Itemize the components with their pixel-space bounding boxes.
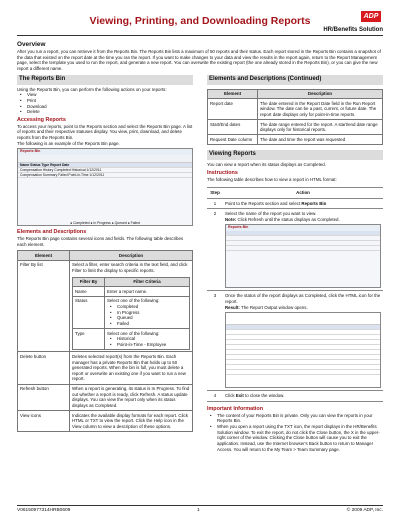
type-option: • Historical <box>107 336 187 342</box>
screenshot-legend: ● Completed ● In Progress ● Queued ● Failed <box>70 221 140 226</box>
status-option: • Failed <box>107 321 187 327</box>
type-option: • Point-in-Time - Employee <box>107 342 187 348</box>
page-number: 1 <box>197 508 200 513</box>
action-item: • Download <box>17 104 193 110</box>
row-desc: The date and time the report was requested <box>258 135 383 145</box>
elements-cont-table <box>207 89 383 145</box>
col-step: Step <box>210 189 220 195</box>
instructions-heading: Instructions <box>207 170 238 177</box>
viewing-text: You can view a report when its status displays as Completed. <box>207 161 326 167</box>
overview-heading: Overview <box>17 41 46 48</box>
important-item: • The content of your Reports Bin is private. Only you can view the reports in your Reports Bin. <box>207 413 383 424</box>
step-number: 1 <box>213 200 217 206</box>
step-text: Once the status of the report displays as Completed, click the HTML icon for the report. Result: The Report Output window opens. <box>223 291 383 390</box>
screenshot-row: Name Status Type Report Date <box>18 163 192 168</box>
sub-col-filter-by: Filter By <box>73 277 105 287</box>
step2-screenshot: Reports Bin <box>225 224 381 288</box>
step-number: 2 <box>213 211 217 217</box>
step-text: Click Exit to close the window. <box>225 393 285 399</box>
view-label: View icons <box>18 411 70 432</box>
col-element: Element <box>208 89 258 99</box>
status-option: • In Progress <box>107 310 187 316</box>
screenshot-row: Compensation History Completed Historical 1/12/2011 <box>18 168 192 173</box>
adp-logo: ADP <box>361 11 381 22</box>
page-subtitle: HR/Benefits Solution <box>323 27 383 33</box>
col-action: Action <box>296 189 310 195</box>
filter-type: Type <box>73 329 105 350</box>
row-label: Request Date column <box>208 135 258 145</box>
sub-col-criteria: Filter Criteria <box>105 277 190 287</box>
left-column <box>17 75 193 432</box>
accessing-heading: Accessing Reports <box>17 116 66 123</box>
action-item: • Print <box>17 98 193 104</box>
filter-desc <box>70 260 193 352</box>
elements-heading: Elements and Descriptions <box>17 229 87 236</box>
overview-text: After you run a report, you can retrieve it from the Reports Bin. The Reports Bin lists a maximum of 50 reports and their status. Each report stored in the Reports Bin contains a snapshot of the data that existed on the report date at the time you ran the report. If you want to make changes to your data and view the results in the report again, return to the Report Management page, select the template you used to run the report, and generate a new report. You can overwrite the existing report (the one already stored in the Reports Bin), or you can give the new report a different name. <box>17 49 381 71</box>
steps-table <box>207 187 383 402</box>
footer-copyright: © 2009 ADP, Inc. <box>346 508 383 513</box>
example-text: The following is an example of the Reports Bin page. <box>17 140 120 146</box>
action-item: • Delete <box>17 109 193 115</box>
important-heading: Important Information <box>207 405 263 412</box>
reports-bin-intro: Using the Reports Bin, you can perform the following actions on your reports: <box>17 86 167 92</box>
filter-status: Status <box>73 296 105 328</box>
row-label: Report date <box>208 99 258 120</box>
header-rule <box>17 35 383 36</box>
status-option: • Completed <box>107 304 187 310</box>
filter-status-desc <box>105 296 190 328</box>
filter-subtable <box>72 277 190 350</box>
view-desc: Indicates the available display formats for each report. Click HTML or TXT to view the report. Click the Help icon in the View column to view a description of these options. <box>70 411 193 432</box>
step-text: Select the name of the report you want to view. Note: Click Refresh until the status displays as Completed. Reports Bin <box>223 209 383 290</box>
footer-code: V06150977314HRB0609 <box>17 508 71 513</box>
filter-name-desc: Enter a report name. <box>105 287 190 297</box>
filter-type-desc <box>105 329 190 350</box>
row-desc: The date range entered for the report. A start/end date range displays only for historical reports. <box>258 120 383 135</box>
reports-bin-screenshot <box>17 148 193 226</box>
step-text: Point to the Reports section and select Reports Bin <box>225 200 327 206</box>
important-item: • When you open a report using the TXT icon, the report displays in the HR/Benefits Solution window. To exit the report, do not click the Close button, the X in the upper-right corner of the window. Clicking the Close button will cause you to exit the application. Instead, use the Internet browser's Back button to return to Manager Access. You will return to the My Team > Team Summary page. <box>207 424 383 452</box>
report-output-screenshot <box>225 312 381 388</box>
footer-rule <box>17 505 383 506</box>
accessing-text: To access your reports, point to the Reports section and select the Reports Bin page. A list of reports and their respective statuses display. You view, print, download, and delete reports from the Reports Bin. <box>17 123 193 140</box>
filter-desc-text: Select a filter, enter search criteria in the text field, and click Filter to limit the display to specific reports. <box>72 262 188 274</box>
screenshot-title-bar: Reports Bin <box>18 149 192 155</box>
row-desc: The date entered in the Report Date field in the Run Report window. The date can be a past, current, or future date. The report date displays only for point-in-time reports. <box>258 99 383 120</box>
refresh-desc: When a report is generating, its status is In Progress. To find out whether a report is ready, click Refresh. A status update displays. You can view the report only when its status displays as Completed. <box>70 384 193 411</box>
reports-bin-heading: The Reports Bin <box>17 75 193 85</box>
col-description: Description <box>70 251 193 261</box>
elements-intro: The Reports Bin page contains several icons and fields. The following table describes each element. <box>17 236 184 247</box>
delete-desc: Deletes selected report(s) from the Reports Bin. Each manager has a private Reports Bin that holds up to 50 generated reports. When the bin is full, you must delete a report or overwrite an existing one if you want to run a new report. <box>70 352 193 384</box>
screenshot-row: Compensation Summary Failed Point-in-Time 1/12/2011 <box>18 173 192 178</box>
page-title: Viewing, Printing, and Downloading Reports <box>89 15 311 27</box>
step-number: 3 <box>213 293 217 299</box>
delete-label: Delete button <box>18 352 70 384</box>
col-description: Description <box>258 89 383 99</box>
filter-name: Name <box>73 287 105 297</box>
col-element: Element <box>18 251 70 261</box>
status-option: • Queued <box>107 315 187 321</box>
elements-table <box>17 250 193 432</box>
refresh-label: Refresh button <box>18 384 70 411</box>
step-number: 4 <box>213 393 217 399</box>
instructions-text: The following table describes how to view a report in HTML format: <box>207 177 337 183</box>
right-column <box>207 75 383 452</box>
row-label: Start/End dates <box>208 120 258 135</box>
filter-label: Filter By list <box>18 260 70 352</box>
elements-cont-heading: Elements and Descriptions (Continued) <box>207 75 383 85</box>
type-desc-text: Select one of the following: <box>107 330 160 336</box>
viewing-heading: Viewing Reports <box>207 150 383 160</box>
status-desc-text: Select one of the following: <box>107 298 160 304</box>
action-item: • View <box>17 92 193 98</box>
